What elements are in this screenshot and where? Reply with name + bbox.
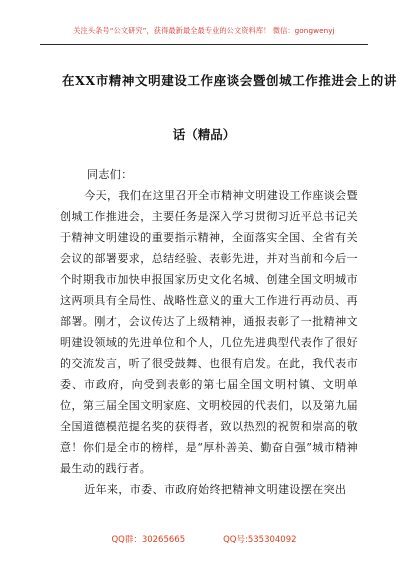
document-title-continued: 话（精品） bbox=[172, 127, 236, 142]
header-divider bbox=[40, 44, 368, 45]
footer-qq-number: QQ号:535304092 bbox=[223, 535, 297, 545]
greeting-text: 同志们： bbox=[87, 168, 133, 181]
footer-qq-group: QQ群：30265665 bbox=[111, 535, 186, 545]
header-banner: 关注头条号“公文研究”，获得最新最全最专业的公文资料库！ 微信：gongwenyj bbox=[73, 26, 335, 35]
document-title: 在XX市精神文明建设工作座谈会暨创城工作推进会上的讲 bbox=[62, 73, 397, 88]
footer bbox=[0, 533, 408, 545]
greeting bbox=[60, 164, 358, 185]
paragraph: 今天，我们在这里召开全市精神文明建设工作座谈会暨创城工作推进会，主要任务是深入学习贯彻习近平总书记关于精神文明建设的重要指示精神，全面落实全国、全省有关会议的部署要求，总结经验、表彰先进，并对当前和今后一个时期我市加快申报国家历史文化名城、创建全国文明城市这两项具有全局性、战略性意义的重大工作进行再动员、再部署。刚才，会议传达了上级精神，通报表彰了一批精神文明建设领域的先进单位和个人，几位先进典型代表作了很好的交流发言，听了很受鼓舞、也很有启发。在此，我代表市委、市政府，向受到表彰的第七届全国文明村镇、文明单位，第三届全国文明家庭、文明校园的代表们，以及第九届全国道德模范提名奖的获得者，致以热烈的祝贺和崇高的敬意！你们是全市的榜样，是“厚朴善美、勤奋自强”城市精神最生动的践行者。 bbox=[60, 189, 358, 475]
paragraph: 近年来，市委、市政府始终把精神文明建设摆在突出 bbox=[84, 483, 347, 496]
document-body bbox=[60, 164, 358, 500]
